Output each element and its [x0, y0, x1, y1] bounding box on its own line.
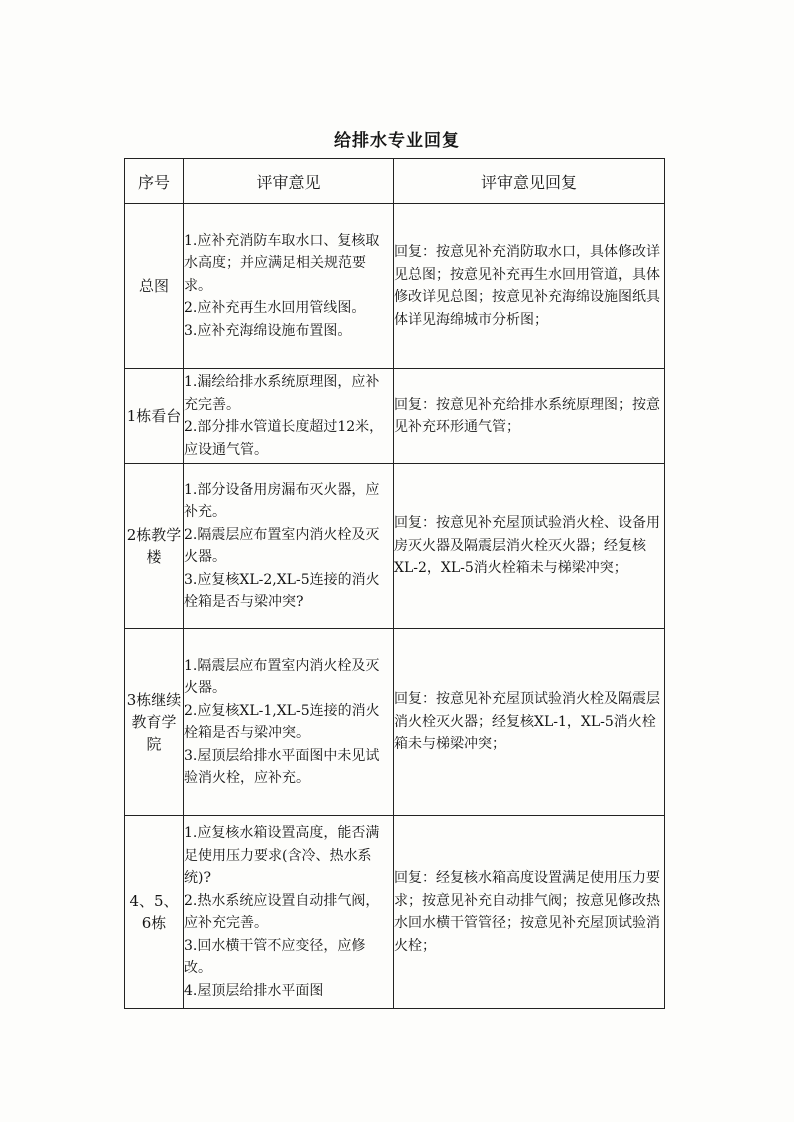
- opinion-item: 1.应复核水箱设置高度，能否满足使用压力要求(含冷、热水系统)?: [184, 825, 380, 886]
- row-seq: 2栋教学楼: [125, 464, 184, 629]
- reply-text: 回复：按意见补充屋顶试验消火栓及隔震层消火栓灭火器；经复核XL-1，XL-5消火栓箱未与梯梁冲突；: [394, 691, 660, 753]
- table-row: [125, 369, 665, 464]
- row-seq: 总图: [125, 204, 184, 369]
- review-table: [124, 158, 665, 1009]
- row-reply: [394, 369, 665, 464]
- table-row: [125, 816, 665, 1009]
- opinion-item: 2.部分排水管道长度超过12米，应设通气管。: [184, 419, 384, 458]
- table-header-row: [125, 159, 665, 204]
- row-opinion: [184, 204, 394, 369]
- row-opinion: [184, 816, 394, 1009]
- reply-text: 回复：经复核水箱高度设置满足使用压力要求；按意见补充自动排气阀；按意见修改热水回水横干管管径；按意见补充屋顶试验消火栓；: [394, 870, 660, 954]
- column-header-seq: 序号: [125, 159, 184, 204]
- opinion-item: 1.应补充消防车取水口、复核取水高度；并应满足相关规范要求。: [184, 232, 380, 294]
- reply-text: 回复：按意见补充给排水系统原理图；按意见补充环形通气管；: [394, 396, 660, 435]
- page-title: 给排水专业回复: [334, 131, 460, 151]
- opinion-item: 1.部分设备用房漏布灭火器，应补充。: [184, 481, 380, 520]
- row-seq: 1栋看台: [125, 369, 184, 464]
- opinion-item: 3.回水横干管不应变径，应修改。: [184, 937, 366, 976]
- row-seq: 4、5、6栋: [125, 816, 184, 1009]
- row-reply: [394, 629, 665, 816]
- column-header-reply: 评审意见回复: [394, 159, 665, 204]
- opinion-item: 3.应复核XL-2,XL-5连接的消火栓箱是否与梁冲突?: [184, 571, 380, 610]
- opinion-item: 2.热水系统应设置自动排气阀，应补充完善。: [184, 892, 380, 931]
- opinion-item: 1.隔震层应布置室内消火栓及灭火器。: [184, 657, 380, 696]
- row-reply: [394, 816, 665, 1009]
- opinion-item: 4.屋顶层给排水平面图: [184, 982, 324, 999]
- opinion-item: 3.屋顶层给排水平面图中未见试验消火栓，应补充。: [184, 747, 380, 786]
- opinion-item: 3.应补充海绵设施布置图。: [184, 322, 352, 339]
- row-opinion: [184, 464, 394, 629]
- row-opinion: [184, 369, 394, 464]
- column-header-opinion: 评审意见: [184, 159, 394, 204]
- opinion-item: 2.应补充再生水回用管线图。: [184, 300, 366, 317]
- row-opinion: [184, 629, 394, 816]
- table-row: [125, 629, 665, 816]
- table-row: [125, 204, 665, 369]
- reply-text: 回复：按意见补充屋顶试验消火栓、设备用房灭火器及隔震层消火栓灭火器；经复核XL-2，XL-5消火栓箱未与梯梁冲突；: [394, 515, 660, 577]
- opinion-item: 2.隔震层应布置室内消火栓及灭火器。: [184, 526, 380, 565]
- row-reply: [394, 464, 665, 629]
- row-seq: 3栋继续教育学院: [125, 629, 184, 816]
- reply-text: 回复：按意见补充消防取水口，具体修改详见总图；按意见补充再生水回用管道，具体修改详见总图；按意见补充海绵设施图纸具体详见海绵城市分析图；: [394, 244, 660, 328]
- row-reply: [394, 204, 665, 369]
- opinion-item: 1.漏绘给排水系统原理图，应补充完善。: [184, 374, 380, 413]
- opinion-item: 2.应复核XL-1,XL-5连接的消火栓箱是否与梁冲突。: [184, 702, 380, 741]
- table-row: [125, 464, 665, 629]
